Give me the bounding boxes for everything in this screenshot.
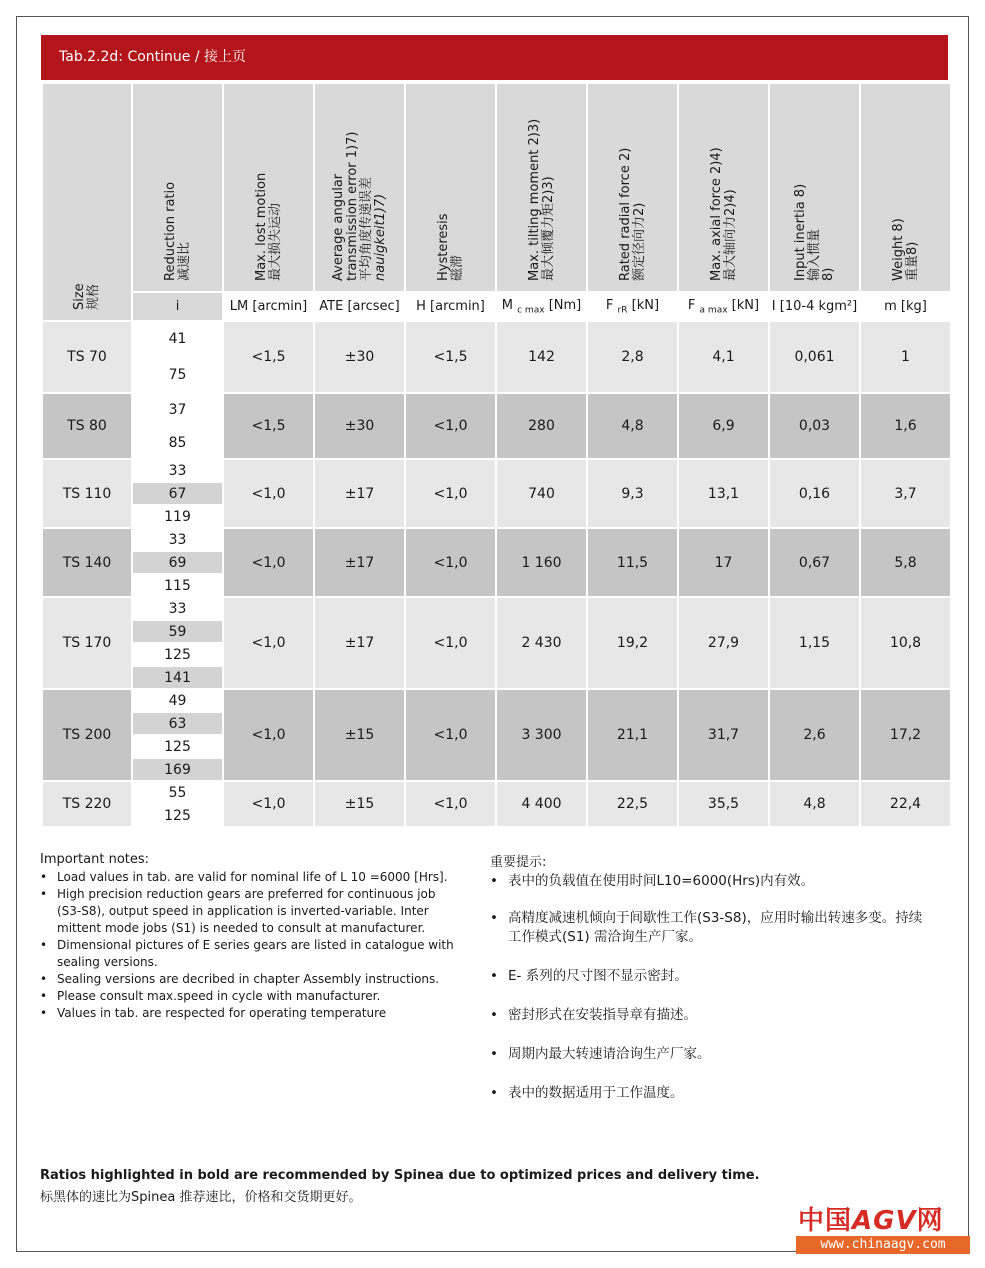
table-row: [43, 690, 950, 711]
note-item-cn: • E- 系列的尺寸图不显示密封。: [490, 967, 930, 986]
table-title: Tab.2.2d: Continue / 接上页: [41, 35, 948, 80]
unit-row: [43, 293, 950, 320]
hysteresis-cell: <1,0: [406, 598, 495, 688]
axial-force-cell: 31,7: [679, 690, 768, 780]
header-ratio: [133, 84, 222, 291]
note-item-en: • Load values in tab. are valid for nominal life of L 10 =6000 [Hrs].: [40, 869, 460, 886]
header-label-line: Size: [72, 283, 87, 310]
header-radial-force: [588, 84, 677, 291]
hysteresis-cell: <1,0: [406, 460, 495, 527]
table-row: [43, 460, 950, 481]
lost-motion-cell: <1,0: [224, 460, 313, 527]
table-row: [43, 322, 950, 356]
inertia-cell: 0,16: [770, 460, 859, 527]
watermark-url: www.chinaagv.com: [796, 1236, 970, 1254]
header-label-line: 磁滞: [449, 254, 465, 281]
header-label-line: 减速比: [176, 241, 192, 281]
size-cell: TS 220: [43, 782, 131, 826]
lost-motion-cell: <1,0: [224, 690, 313, 780]
tilting-moment-cell: 3 300: [497, 690, 586, 780]
inertia-cell: 2,6: [770, 690, 859, 780]
ratio-cell: 49: [133, 690, 222, 711]
table-row: [43, 598, 950, 619]
header-size: [43, 84, 131, 320]
axial-force-cell: 17: [679, 529, 768, 596]
size-cell: TS 140: [43, 529, 131, 596]
radial-force-cell: 19,2: [588, 598, 677, 688]
note-item-en: • Values in tab. are respected for operating temperature: [40, 1005, 460, 1022]
header-label-line: nauigkeit1)7): [372, 193, 388, 281]
tilting-moment-cell: 740: [497, 460, 586, 527]
header-label-line: 8): [820, 267, 836, 281]
unit-weight: m [kg]: [861, 293, 950, 320]
header-label-line: 额定径向力2): [631, 202, 647, 281]
inertia-cell: 0,061: [770, 322, 859, 392]
header-inertia: [770, 84, 859, 291]
header-lost-motion: [224, 84, 313, 291]
ratio-cell: 125: [133, 644, 222, 665]
notes-cn-heading: 重要提示:: [490, 855, 547, 870]
unit-fa: F $_{a max}$ [kN]: [679, 293, 768, 320]
header-label-line: Reduction ratio: [162, 181, 178, 281]
ratio-cell: 63: [133, 713, 222, 734]
ratio-cell: 55: [133, 782, 222, 803]
header-label-line: Average angular: [330, 173, 346, 281]
header-label-line: 最大损失运动: [267, 202, 283, 281]
ratio-cell: 75: [133, 358, 222, 392]
header-label-line: Input inertia 8): [792, 183, 808, 281]
header-label-line: Hysteresis: [435, 213, 451, 281]
radial-force-cell: 9,3: [588, 460, 677, 527]
note-item-cn: • 高精度减速机倾向于间歇性工作(S3-S8)，应用时输出转速多变。持续工作模式(S1) 需洽询生产厂家。: [490, 909, 930, 947]
hysteresis-cell: <1,0: [406, 394, 495, 458]
important-notes-en: [40, 851, 460, 1022]
tilting-moment-cell: 142: [497, 322, 586, 392]
tilting-moment-cell: 1 160: [497, 529, 586, 596]
unit-fr: F $_{rR}$ [kN]: [588, 293, 677, 320]
axial-force-cell: 4,1: [679, 322, 768, 392]
radial-force-cell: 2,8: [588, 322, 677, 392]
header-label-line: Max. lost motion: [253, 172, 269, 281]
header-hysteresis: [406, 84, 495, 291]
ratio-cell: 119: [133, 506, 222, 527]
header-weight: [861, 84, 950, 291]
unit-h: H [arcmin]: [406, 293, 495, 320]
weight-cell: 17,2: [861, 690, 950, 780]
inertia-cell: 0,03: [770, 394, 859, 458]
hysteresis-cell: <1,5: [406, 322, 495, 392]
size-cell: TS 70: [43, 322, 131, 392]
table-row: [43, 529, 950, 550]
ratio-cell: 33: [133, 529, 222, 550]
header-label-line: 输入惯量: [806, 228, 822, 281]
weight-cell: 3,7: [861, 460, 950, 527]
notes-cn-list: [490, 872, 930, 1103]
note-item-cn: • 密封形式在安装指导章有描述。: [490, 1006, 930, 1025]
important-notes-cn: [490, 851, 930, 1103]
header-label-line: Weight 8): [890, 218, 906, 281]
unit-inertia: I [10-4 kgm²]: [770, 293, 859, 320]
header-tilting-moment: [497, 84, 586, 291]
size-cell: TS 200: [43, 690, 131, 780]
note-item-cn: • 表中的负载值在使用时间L10=6000(Hrs)内有效。: [490, 872, 930, 891]
radial-force-cell: 11,5: [588, 529, 677, 596]
watermark-logo: 中国AGV网: [798, 1206, 944, 1236]
hysteresis-cell: <1,0: [406, 690, 495, 780]
footer-note-en: Ratios highlighted in bold are recommended by Spinea due to optimized prices and delivery time.: [40, 1168, 760, 1183]
inertia-cell: 0,67: [770, 529, 859, 596]
unit-lm: LM [arcmin]: [224, 293, 313, 320]
tilting-moment-cell: 280: [497, 394, 586, 458]
header-label-line: 最大轴向力2)4): [722, 189, 738, 281]
ratio-cell: 67: [133, 483, 222, 504]
size-cell: TS 170: [43, 598, 131, 688]
note-item-cn: • 表中的数据适用于工作温度。: [490, 1084, 930, 1103]
ratio-cell: 69: [133, 552, 222, 573]
size-cell: TS 80: [43, 394, 131, 458]
notes-en-list: [40, 869, 460, 1022]
inertia-cell: 1,15: [770, 598, 859, 688]
lost-motion-cell: <1,5: [224, 394, 313, 458]
note-item-en: • Please consult max.speed in cycle with manufacturer.: [40, 988, 460, 1005]
table-row: [43, 394, 950, 425]
note-item-en: • Sealing versions are decribed in chapter Assembly instructions.: [40, 971, 460, 988]
ate-cell: ±30: [315, 322, 404, 392]
ratio-cell: 33: [133, 598, 222, 619]
weight-cell: 1,6: [861, 394, 950, 458]
lost-motion-cell: <1,0: [224, 529, 313, 596]
axial-force-cell: 35,5: [679, 782, 768, 826]
header-label-line: transmission error 1)7): [344, 131, 360, 281]
header-label-line: Max. tilting moment 2)3): [526, 118, 542, 281]
ratio-cell: 41: [133, 322, 222, 356]
ratio-cell: 59: [133, 621, 222, 642]
ratio-cell: 169: [133, 759, 222, 780]
unit-ratio: i: [133, 293, 222, 320]
notes-en-heading: Important notes:: [40, 852, 150, 867]
axial-force-cell: 27,9: [679, 598, 768, 688]
weight-cell: 1: [861, 322, 950, 392]
header-row: [43, 84, 950, 291]
ate-cell: ±17: [315, 529, 404, 596]
weight-cell: 10,8: [861, 598, 950, 688]
inertia-cell: 4,8: [770, 782, 859, 826]
unit-ate: ATE [arcsec]: [315, 293, 404, 320]
tilting-moment-cell: 2 430: [497, 598, 586, 688]
ratio-cell: 33: [133, 460, 222, 481]
header-label-line: Max. axial force 2)4): [708, 147, 724, 281]
ate-cell: ±17: [315, 598, 404, 688]
weight-cell: 22,4: [861, 782, 950, 826]
ratio-cell: 141: [133, 667, 222, 688]
hysteresis-cell: <1,0: [406, 529, 495, 596]
ate-cell: ±15: [315, 690, 404, 780]
header-axial-force: [679, 84, 768, 291]
ratio-cell: 125: [133, 736, 222, 757]
header-label-line: 最大倾覆力矩2)3): [540, 176, 556, 281]
ratio-cell: 85: [133, 427, 222, 458]
lost-motion-cell: <1,0: [224, 598, 313, 688]
size-cell: TS 110: [43, 460, 131, 527]
header-label-line: 平均角度传递误差: [358, 176, 374, 281]
hysteresis-cell: <1,0: [406, 782, 495, 826]
ratio-cell: 37: [133, 394, 222, 425]
table-row: [43, 782, 950, 803]
header-ate: [315, 84, 404, 291]
ratio-cell: 115: [133, 575, 222, 596]
radial-force-cell: 4,8: [588, 394, 677, 458]
ate-cell: ±15: [315, 782, 404, 826]
ratio-cell: 125: [133, 805, 222, 826]
header-label-line: 重量8): [904, 241, 920, 281]
spec-table: [41, 82, 952, 828]
header-label-line: Rated radial force 2): [617, 147, 633, 281]
note-item-en: • High precision reduction gears are preferred for continuous job (S3-S8), output speed in application is inverted-variable. Inter mittent mode jobs (S1) is needed to consult at manufacturer.: [40, 886, 460, 937]
unit-m: M $_{c max}$ [Nm]: [497, 293, 586, 320]
ate-cell: ±17: [315, 460, 404, 527]
lost-motion-cell: <1,0: [224, 782, 313, 826]
header-label-line: 规格: [86, 283, 101, 310]
tilting-moment-cell: 4 400: [497, 782, 586, 826]
footer-note-cn: 标黑体的速比为Spinea 推荐速比，价格和交货期更好。: [40, 1190, 362, 1205]
note-item-cn: • 周期内最大转速请洽询生产厂家。: [490, 1045, 930, 1064]
weight-cell: 5,8: [861, 529, 950, 596]
axial-force-cell: 13,1: [679, 460, 768, 527]
ate-cell: ±30: [315, 394, 404, 458]
radial-force-cell: 22,5: [588, 782, 677, 826]
radial-force-cell: 21,1: [588, 690, 677, 780]
lost-motion-cell: <1,5: [224, 322, 313, 392]
axial-force-cell: 6,9: [679, 394, 768, 458]
note-item-en: • Dimensional pictures of E series gears are listed in catalogue with sealing versions.: [40, 937, 460, 971]
